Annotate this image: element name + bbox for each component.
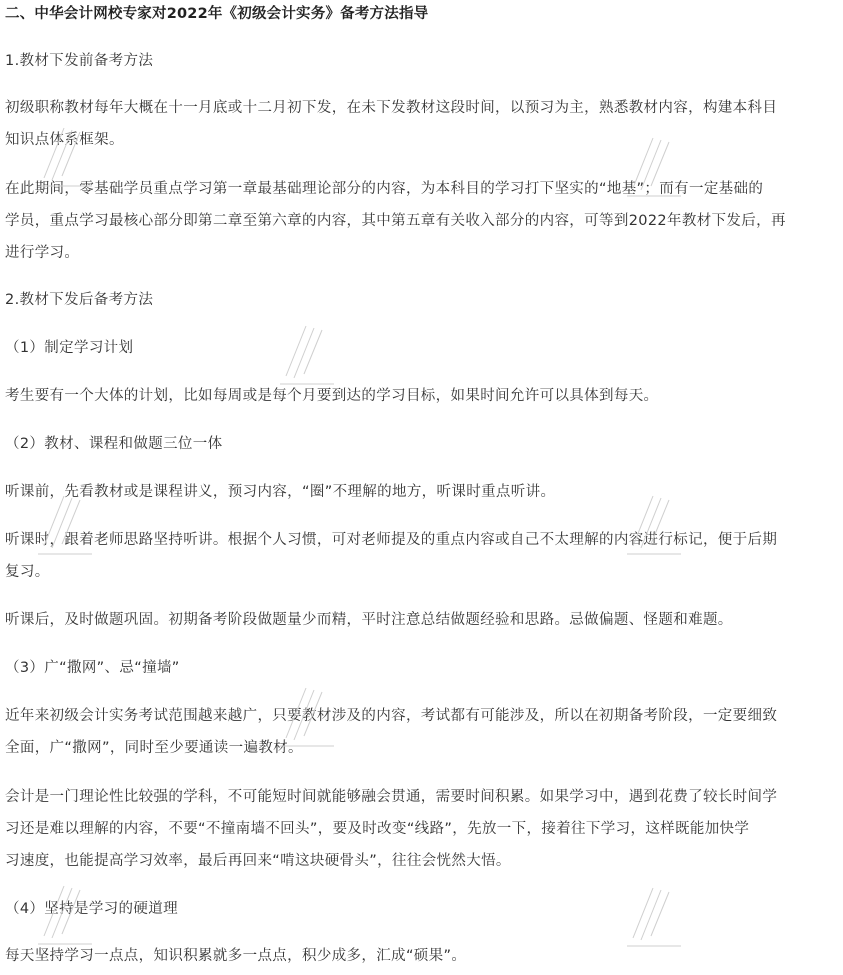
paragraph-line: 听课后，及时做题巩固。初期备考阶段做题量少而精，平时注意总结做题经验和思路。忌做偏题、怪题和难题。 — [5, 612, 733, 628]
paragraph-line: 全面，广“撒网”，同时至少要通读一遍教材。 — [5, 740, 303, 756]
paragraph-line: 习速度，也能提高学习效率，最后再回来“啃这块硬骨头”，往往会恍然大悟。 — [5, 853, 511, 869]
paragraph-line: 会计是一门理论性比较强的学科，不可能短时间就能够融会贯通，需要时间积累。如果学习中，遇到花费了较长时间学 — [5, 789, 778, 805]
paragraph-line: 复习。 — [5, 564, 50, 580]
paragraph-line: 近年来初级会计实务考试范围越来越广，只要教材涉及的内容，考试都有可能涉及，所以在初期备考阶段，一定要细致 — [5, 708, 778, 724]
subheading-cast-net: （3）广“撒网”、忌“撞墙” — [5, 660, 180, 676]
paragraph-line: 习还是难以理解的内容，不要“不撞南墙不回头”，要及时改变“线路”，先放一下，接着往下学习，这样既能加快学 — [5, 821, 750, 837]
paragraph-line: 听课时，跟着老师思路坚持听讲。根据个人习惯，可对老师提及的重点内容或自己不太理解的内容进行标记，便于后期 — [5, 532, 778, 548]
article-title: 二、中华会计网校专家对2022年《初级会计实务》备考方法指导 — [5, 6, 429, 22]
diagonal-stroke-watermark-icon — [36, 878, 116, 958]
diagonal-stroke-watermark-icon — [278, 318, 358, 398]
subheading-three-in-one: （2）教材、课程和做题三位一体 — [5, 436, 223, 452]
paragraph-line: 每天坚持学习一点点，知识积累就多一点点，积少成多，汇成“硕果”。 — [5, 948, 467, 964]
diagonal-stroke-watermark-icon — [625, 488, 705, 568]
subheading-study-plan: （1）制定学习计划 — [5, 340, 134, 356]
subheading-persistence: （4）坚持是学习的硬道理 — [5, 901, 178, 917]
paragraph-line: 初级职称教材每年大概在十一月底或十二月初下发，在未下发教材这段时间，以预习为主，熟悉教材内容，构建本科目 — [5, 100, 778, 116]
paragraph-line: 听课前，先看教材或是课程讲义，预习内容，“圈”不理解的地方，听课时重点听讲。 — [5, 484, 556, 500]
paragraph-line: 进行学习。 — [5, 245, 80, 261]
section-heading-after-textbook: 2.教材下发后备考方法 — [5, 292, 154, 308]
diagonal-stroke-watermark-icon — [36, 488, 116, 568]
paragraph-line: 考生要有一个大体的计划，比如每周或是每个月要到达的学习目标，如果时间允许可以具体到每天。 — [5, 388, 659, 404]
diagonal-stroke-watermark-icon — [625, 880, 705, 960]
paragraph-line: 在此期间，零基础学员重点学习第一章最基础理论部分的内容，为本科目的学习打下坚实的“地基”；而有一定基础的 — [5, 181, 764, 197]
section-heading-before-textbook: 1.教材下发前备考方法 — [5, 53, 154, 69]
paragraph-line: 知识点体系框架。 — [5, 132, 124, 148]
diagonal-stroke-watermark-icon — [625, 130, 705, 210]
paragraph-line: 学员，重点学习最核心部分即第二章至第六章的内容，其中第五章有关收入部分的内容，可等到2022年教材下发后，再 — [5, 213, 786, 229]
